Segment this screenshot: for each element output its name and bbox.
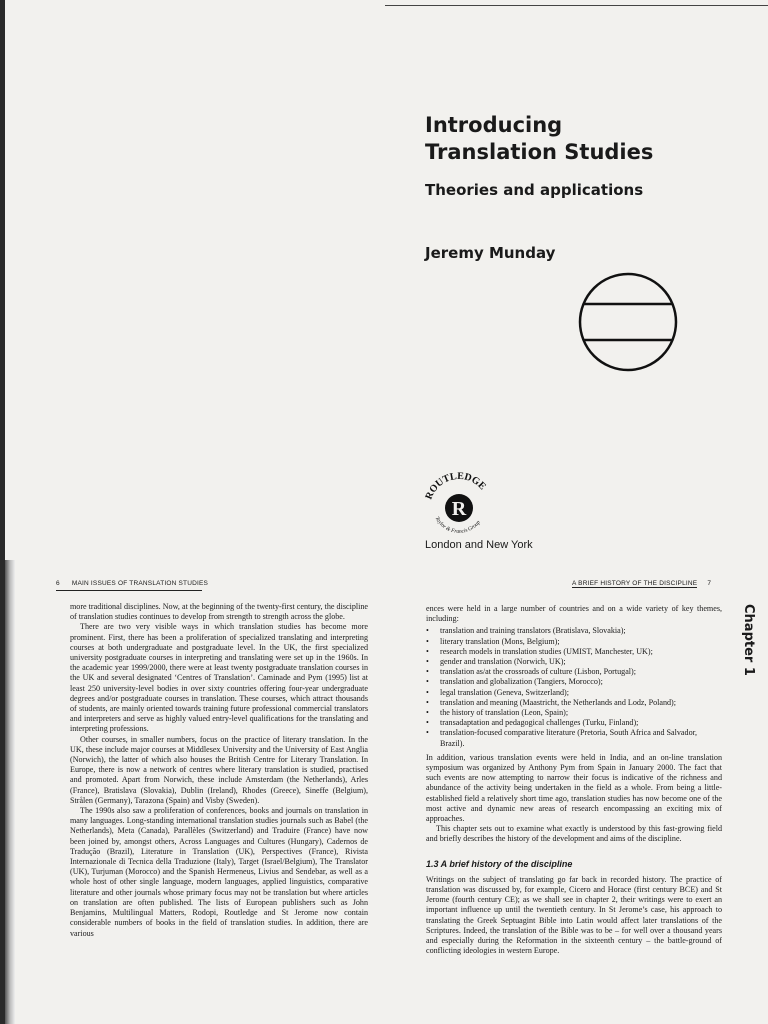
list-item: • the history of translation (Leon, Spain); bbox=[426, 708, 722, 718]
list-item: • translation-focused comparative literature (Pretoria, South Africa and Salvador, Brazil). bbox=[426, 728, 722, 748]
paragraph: The 1990s also saw a proliferation of conferences, books and journals on translation in many languages. Long-standing international translation studies journals such as Babel (the Netherlands), Meta (Canada), Parallèles (Switzerland) and Traduire (France) have now been joined by, amongst others, Across Languages and Cultures (Hungary), Cadernos de Tradução (Brazil), Literature in Translation (UK), Perspectives (France), Rivista Internazionale di Tecnica della Traduzione (Italy), Target (Israel/Belgium), The Translator (UK), Turjuman (Morocco) and the Spanish Hermeneus, Livius and Sendebar, as well as a whole host of other single language, modern languages, applied linguistics, comparative literature and other journals whose primary focus may not be translation but where articles on translation are often published. The lists of European publishers such as John Benjamins, Multilingual Matters, Rodopi, Routledge and St Jerome now contain considerable numbers of books in the field of translation studies. In addition, there are various bbox=[70, 806, 368, 938]
publisher-place: London and New York bbox=[425, 539, 533, 551]
list-item: • translation and globalization (Tangiers, Morocco); bbox=[426, 677, 722, 687]
title-line-2: Translation Studies bbox=[425, 140, 654, 164]
list-item: • literary translation (Mons, Belgium); bbox=[426, 637, 722, 647]
left-running-header bbox=[56, 580, 208, 587]
left-header-rule bbox=[56, 590, 202, 591]
routledge-logo-icon bbox=[418, 470, 500, 538]
list-item: • translation and meaning (Maastricht, the Netherlands and Lodz, Poland); bbox=[426, 698, 722, 708]
right-header-text: A BRIEF HISTORY OF THE DISCIPLINE bbox=[572, 580, 698, 587]
list-item: • legal translation (Geneva, Switzerland); bbox=[426, 688, 722, 698]
right-running-header bbox=[572, 580, 711, 587]
paragraph: more traditional disciplines. Now, at the beginning of the twenty-first century, the discipline of translation studies continues to develop from strength to strength across the globe. bbox=[70, 602, 368, 622]
section-heading: 1.3 A brief history of the discipline bbox=[426, 858, 573, 869]
paragraph: Writings on the subject of translating go far back in recorded history. The practice of translation was discussed by, for example, Cicero and Horace (first century BCE) and St Jerome (fourth century CE); as we shall see in chapter 2, their writings were to exert an important influence up until the twentieth century. In St Jerome’s case, his approach to translating the Greek Septuagint Bible into Latin would affect later translations of the Scriptures. Indeed, the translation of the Bible was to be – for well over a thousand years and especially during the Reformation in the sixteenth century – the battle-ground of conflicting ideologies in western Europe. bbox=[426, 874, 722, 956]
paragraph: This chapter sets out to examine what exactly is understood by this fast-growing field and briefly describes the history of the development and aims of the discipline. bbox=[426, 824, 722, 844]
right-page-body bbox=[426, 604, 722, 957]
paragraph: ences were held in a large number of countries and on a wide variety of key themes, including: bbox=[426, 604, 722, 624]
left-page-number: 6 bbox=[56, 580, 60, 587]
conference-list bbox=[426, 626, 722, 748]
book-spine-shadow bbox=[5, 560, 15, 1024]
list-item: • research models in translation studies (UMIST, Manchester, UK); bbox=[426, 647, 722, 657]
svg-text:ROUTLEDGE: ROUTLEDGE bbox=[423, 470, 488, 502]
paragraph: There are two very visible ways in which translation studies has become more prominent. First, there has been a proliferation of specialized translating and interpreting courses at both undergraduate and postgraduate level. In the UK, the first specialized university postgraduate courses in interpreting and translating were set up in the 1960s. In the academic year 1999/2000, there were at least twenty postgraduate translation courses in the UK and several designated ‘Centres of Translation’. Caminade and Pym (1995) list at least 250 university-level bodies in over sixty countries offering four-year undergraduate degrees and/or postgraduate courses in translation. These courses, which attract thousands of students, are mainly oriented towards training future professional commercial translators and interpreters and serve as highly valued entry-level qualifications for the translating and interpreting professions. bbox=[70, 622, 368, 734]
list-item: • transadaptation and pedagogical challenges (Turku, Finland); bbox=[426, 718, 722, 728]
chapter-tab bbox=[734, 604, 756, 674]
book-title bbox=[425, 112, 653, 166]
list-item: • translation as/at the crossroads of culture (Lisbon, Portugal); bbox=[426, 667, 722, 677]
svg-text:Taylor & Francis Group: Taylor & Francis Group bbox=[433, 515, 482, 535]
list-item: • translation and training translators (Bratislava, Slovakia); bbox=[426, 626, 722, 636]
circle-emblem-icon bbox=[577, 271, 679, 373]
list-item: • gender and translation (Norwich, UK); bbox=[426, 657, 722, 667]
left-page-body bbox=[70, 602, 368, 939]
book-author: Jeremy Munday bbox=[425, 244, 556, 262]
left-header-text: MAIN ISSUES OF TRANSLATION STUDIES bbox=[71, 580, 209, 587]
paragraph: In addition, various translation events were held in India, and an on-line translation symposium was organized by Anthony Pym from Spain in January 2000. The fact that such events are now attempting to narrow their focus is indicative of the richness and abundance of the activity being undertaken in the field as a whole. From being a little-established field a relatively short time ago, translation studies has now become one of the most active and dynamic new areas of research encompassing an exciting mix of approaches. bbox=[426, 752, 722, 824]
top-rule bbox=[385, 5, 768, 6]
book-subtitle: Theories and applications bbox=[425, 181, 644, 199]
paragraph: Other courses, in smaller numbers, focus on the practice of literary translation. In the UK, these include major courses at Middlesex University and the University of East Anglia (Norwich), the latter of which also houses the British Centre for Literary Translation. In Europe, there is now a network of centres where literary translation is studied, practised and promoted. Apart from Norwich, these include Amsterdam (the Netherlands), Arles (France), Bratislava (Slovakia), Dublin (Ireland), Rhodes (Greece), Sineffe (Belgium), Strålen (Germany), Tarazona (Spain) and Visby (Sweden). bbox=[70, 734, 368, 805]
chapter-tab-label: Chapter 1 bbox=[741, 604, 756, 676]
title-line-1: Introducing bbox=[425, 113, 563, 137]
right-page-number: 7 bbox=[707, 580, 712, 587]
svg-text:R: R bbox=[451, 498, 467, 520]
